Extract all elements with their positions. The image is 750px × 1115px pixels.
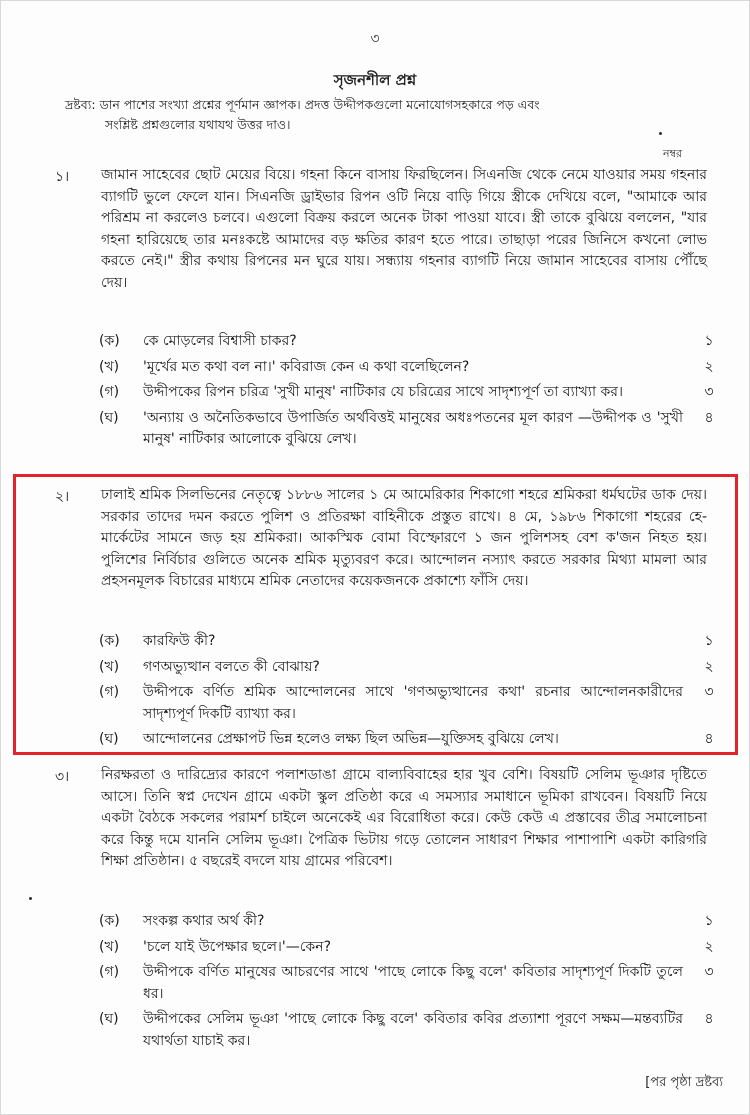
subquestion [99,1009,719,1052]
next-page-note: [পর পৃষ্ঠা দ্রষ্টব্য [645,1075,723,1090]
subquestion-text: কে মোড়লের বিশ্বাসী চাকর? [143,333,297,349]
subquestion [99,937,719,959]
subquestion-text: উদ্দীপকের রিপন চরিত্র 'সুখী মানুষ' নাটিকার যে চরিত্রের সাথে সাদৃশ্যপূর্ণ তা ব্যাখ্যা কর। [143,384,623,400]
question-2-stimulus: ঢালাই শ্রমিক সিলভিনের নেতৃত্বে ১৮৮৬ সালের ১ মে আমেরিকার শিকাগো শহরে শ্রমিকরা ধর্মঘটের ডাক দেয়। সরকার তাদের দমন করতে পুলিশ ও প্রতিরক্ষা বাহিনীকে প্রস্তুত রাখে। ৪ মে, ১৯৮৬ শিকাগো শহরের হে-মার্কেটের সামনে জড় হয় শ্রমিকরা। আকস্মিক বোমা বিস্ফোরণে ১ জন পুলিশসহ বেশ ক'জন নিহত হয়। পুলিশের নির্বিচার গুলিতে অনেক শ্রমিক মৃত্যুবরণ করে। আন্দোলন নস্যাৎ করতে সরকার মিথ্যা মামলা আর প্রহসনমূলক বিচারের মাধ্যমে শ্রমিক নেতাদের কয়েকজনকে প্রকাশ্যে ফাঁসি দেয়। [101,487,707,589]
question-1-subquestions [99,331,719,455]
subquestion-mark: ৩ [704,684,714,700]
subquestion-label: (গ) [99,684,120,700]
question-2-subquestions [99,631,719,755]
subquestion-text: 'মূর্খের মত কথা বল না।' কবিরাজ কেন এ কথা বলেছিলেন? [143,358,470,375]
subquestion-text: 'চলে যাই উপেক্ষার ছলে।'—কেন? [143,938,332,955]
subquestion [99,631,719,653]
subquestion-mark: ১ [704,633,714,649]
subquestion-label: (ক) [99,633,120,649]
subquestion-label: (খ) [99,938,120,955]
subquestion-label: (গ) [99,964,120,980]
subquestion-mark: ৪ [704,731,714,747]
question-number: ১। [55,169,70,185]
subquestion-label: (ঘ) [99,409,119,426]
subquestion-label: (খ) [99,358,120,375]
subquestion-label: (গ) [99,384,120,400]
subquestion-text: আন্দোলনের প্রেক্ষাপট ভিন্ন হলেও লক্ষ্য ছিল অভিন্ন—যুক্তিসহ বুঝিয়ে লেখ। [143,731,559,747]
subquestion [99,911,719,933]
subquestion-text: উদ্দীপকে বর্ণিত মানুষের আচরণের সাথে 'পাছে লোকে কিছু বলে' কবিতার সাদৃশ্যপূর্ণ দিকটি তুলে ধর। [143,964,683,1002]
subquestion [99,331,719,353]
subquestion [99,962,719,1005]
subquestion-label: (ঘ) [99,1011,119,1027]
instructions [65,95,705,135]
subquestion [99,682,719,725]
subquestion [99,382,719,404]
subquestion-text: উদ্দীপকে বর্ণিত শ্রমিক আন্দোলনের সাথে 'গণঅভ্যুত্থানের কথা' রচনার আন্দোলনকারীদের সাদৃশ্যপূর্ণ দিকটি ব্যাখ্যা কর। [143,684,683,722]
ink-speck [659,132,662,135]
subquestion-mark: ৩ [704,384,714,400]
question-1-stimulus: জামান সাহেবের ছোট মেয়ের বিয়ে। গহনা কিনে বাসায় ফিরছিলেন। সিএনজি থেকে নেমে যাওয়ার সময় গহনার ব্যাগটি ভুলে ফেলে যান। সিএনজি ড্রাইভার রিপন ওটি নিয়ে বাড়ি গিয়ে স্ত্রীকে দেখিয়ে বলে, "আমাকে আর পরিশ্রম না করলেও চলবে। এগুলো বিক্রয় করলে অনেক টাকা পাওয়া যাবে। স্ত্রী তাকে বুঝিয়ে বললেন, "যার গহনা হারিয়েছে তার মনঃকষ্টে আমাদের বড় ক্ষতির কারণ হতে পারে। তাছাড়া পরের জিনিসে কখনো লোভ করতে নেই।" স্ত্রীর কথায় রিপনের মন ঘুরে যায়। সন্ধ্যায় গহনার ব্যাগটি নিয়ে জামান সাহেবের বাসায় পৌঁছে দেয়। [101,167,707,291]
subquestion-label: (ক) [99,913,120,929]
subquestion-text: কারফিউ কী? [143,633,216,649]
subquestion-text: উদ্দীপকের সেলিম ভূঞা 'পাছে লোকে কিছু বলে' কবিতার কবির প্রত্যাশা পূরণে সক্ষম—মন্তব্যটির যথার্থতা যাচাই কর। [143,1011,683,1049]
question-3-subquestions [99,911,719,1056]
subquestion-text: সংকল্প কথার অর্থ কী? [143,913,265,929]
subquestion-mark: ২ [704,658,714,675]
subquestion-text: 'অন্যায় ও অনৈতিকভাবে উপার্জিত অর্থবিত্তই মানুষের অধঃপতনের মূল কারণ —উদ্দীপক ও 'সুখী মানুষ' নাটিকার আলোকে বুঝিয়ে লেখ। [143,409,683,447]
subquestion-text: গণঅভ্যুত্থান বলতে কী বোঝায়? [143,658,320,675]
subquestion-mark: ৩ [704,964,714,980]
subquestion-mark: ২ [704,938,714,955]
subquestion-mark: ৪ [704,1011,714,1027]
subquestion [99,657,719,679]
question-number: ২। [55,489,70,505]
subquestion-label: (ক) [99,333,120,349]
question-number: ৩। [55,769,70,785]
page-number: ৩ [370,31,380,47]
subquestion-mark: ১ [704,913,714,929]
ink-speck [29,897,32,900]
marks-column-header: নম্বর [663,147,683,160]
subquestion [99,729,719,751]
subquestion-mark: ২ [704,358,714,375]
question-3-stimulus: নিরক্ষরতা ও দারিদ্র্যের কারণে পলাশডাঙা গ্রামে বাল্যবিবাহের হার খুব বেশি। বিষয়টি সেলিম ভূঞার দৃষ্টিতে আসে। তিনি স্বপ্ন দেখেন গ্রামে একটা স্কুল প্রতিষ্ঠা করে এ সমস্যার সমাধানে ভূমিকা রাখবেন। বিষয়টি নিয়ে একটা বৈঠকে সকলের পরামর্শ চাইলে অনেকেই এর বিরোধিতা করে। কেউ কেউ এ প্রস্তাবের তীব্র সমালোচনা করে কিন্তু দমে যাননি সেলিম ভূঞা। পৈত্রিক ভিটায় গড়ে তোলেন সাধারণ শিক্ষার পাশাপাশি একটা কারিগরি শিক্ষা প্রতিষ্ঠান। ৫ বছরেই বদলে যায় গ্রামের পরিবেশ। [101,767,707,869]
section-title: সৃজনশীল প্রশ্ন [333,71,417,89]
subquestion-label: (খ) [99,658,120,675]
instructions-line-1: দ্রষ্টব্য: ডান পাশের সংখ্যা প্রশ্নের পূর্ণমান জ্ঞাপক। প্রদত্ত উদ্দীপকগুলো মনোযোগসহকারে পড় এবং [65,97,540,112]
subquestion [99,357,719,379]
subquestion-label: (ঘ) [99,731,119,747]
subquestion [99,408,719,451]
subquestion-mark: ১ [704,333,714,349]
instructions-line-2: সংশ্লিষ্ট প্রশ্নগুলোর যথাযথ উত্তর দাও। [105,117,291,132]
subquestion-mark: ৪ [704,409,714,426]
